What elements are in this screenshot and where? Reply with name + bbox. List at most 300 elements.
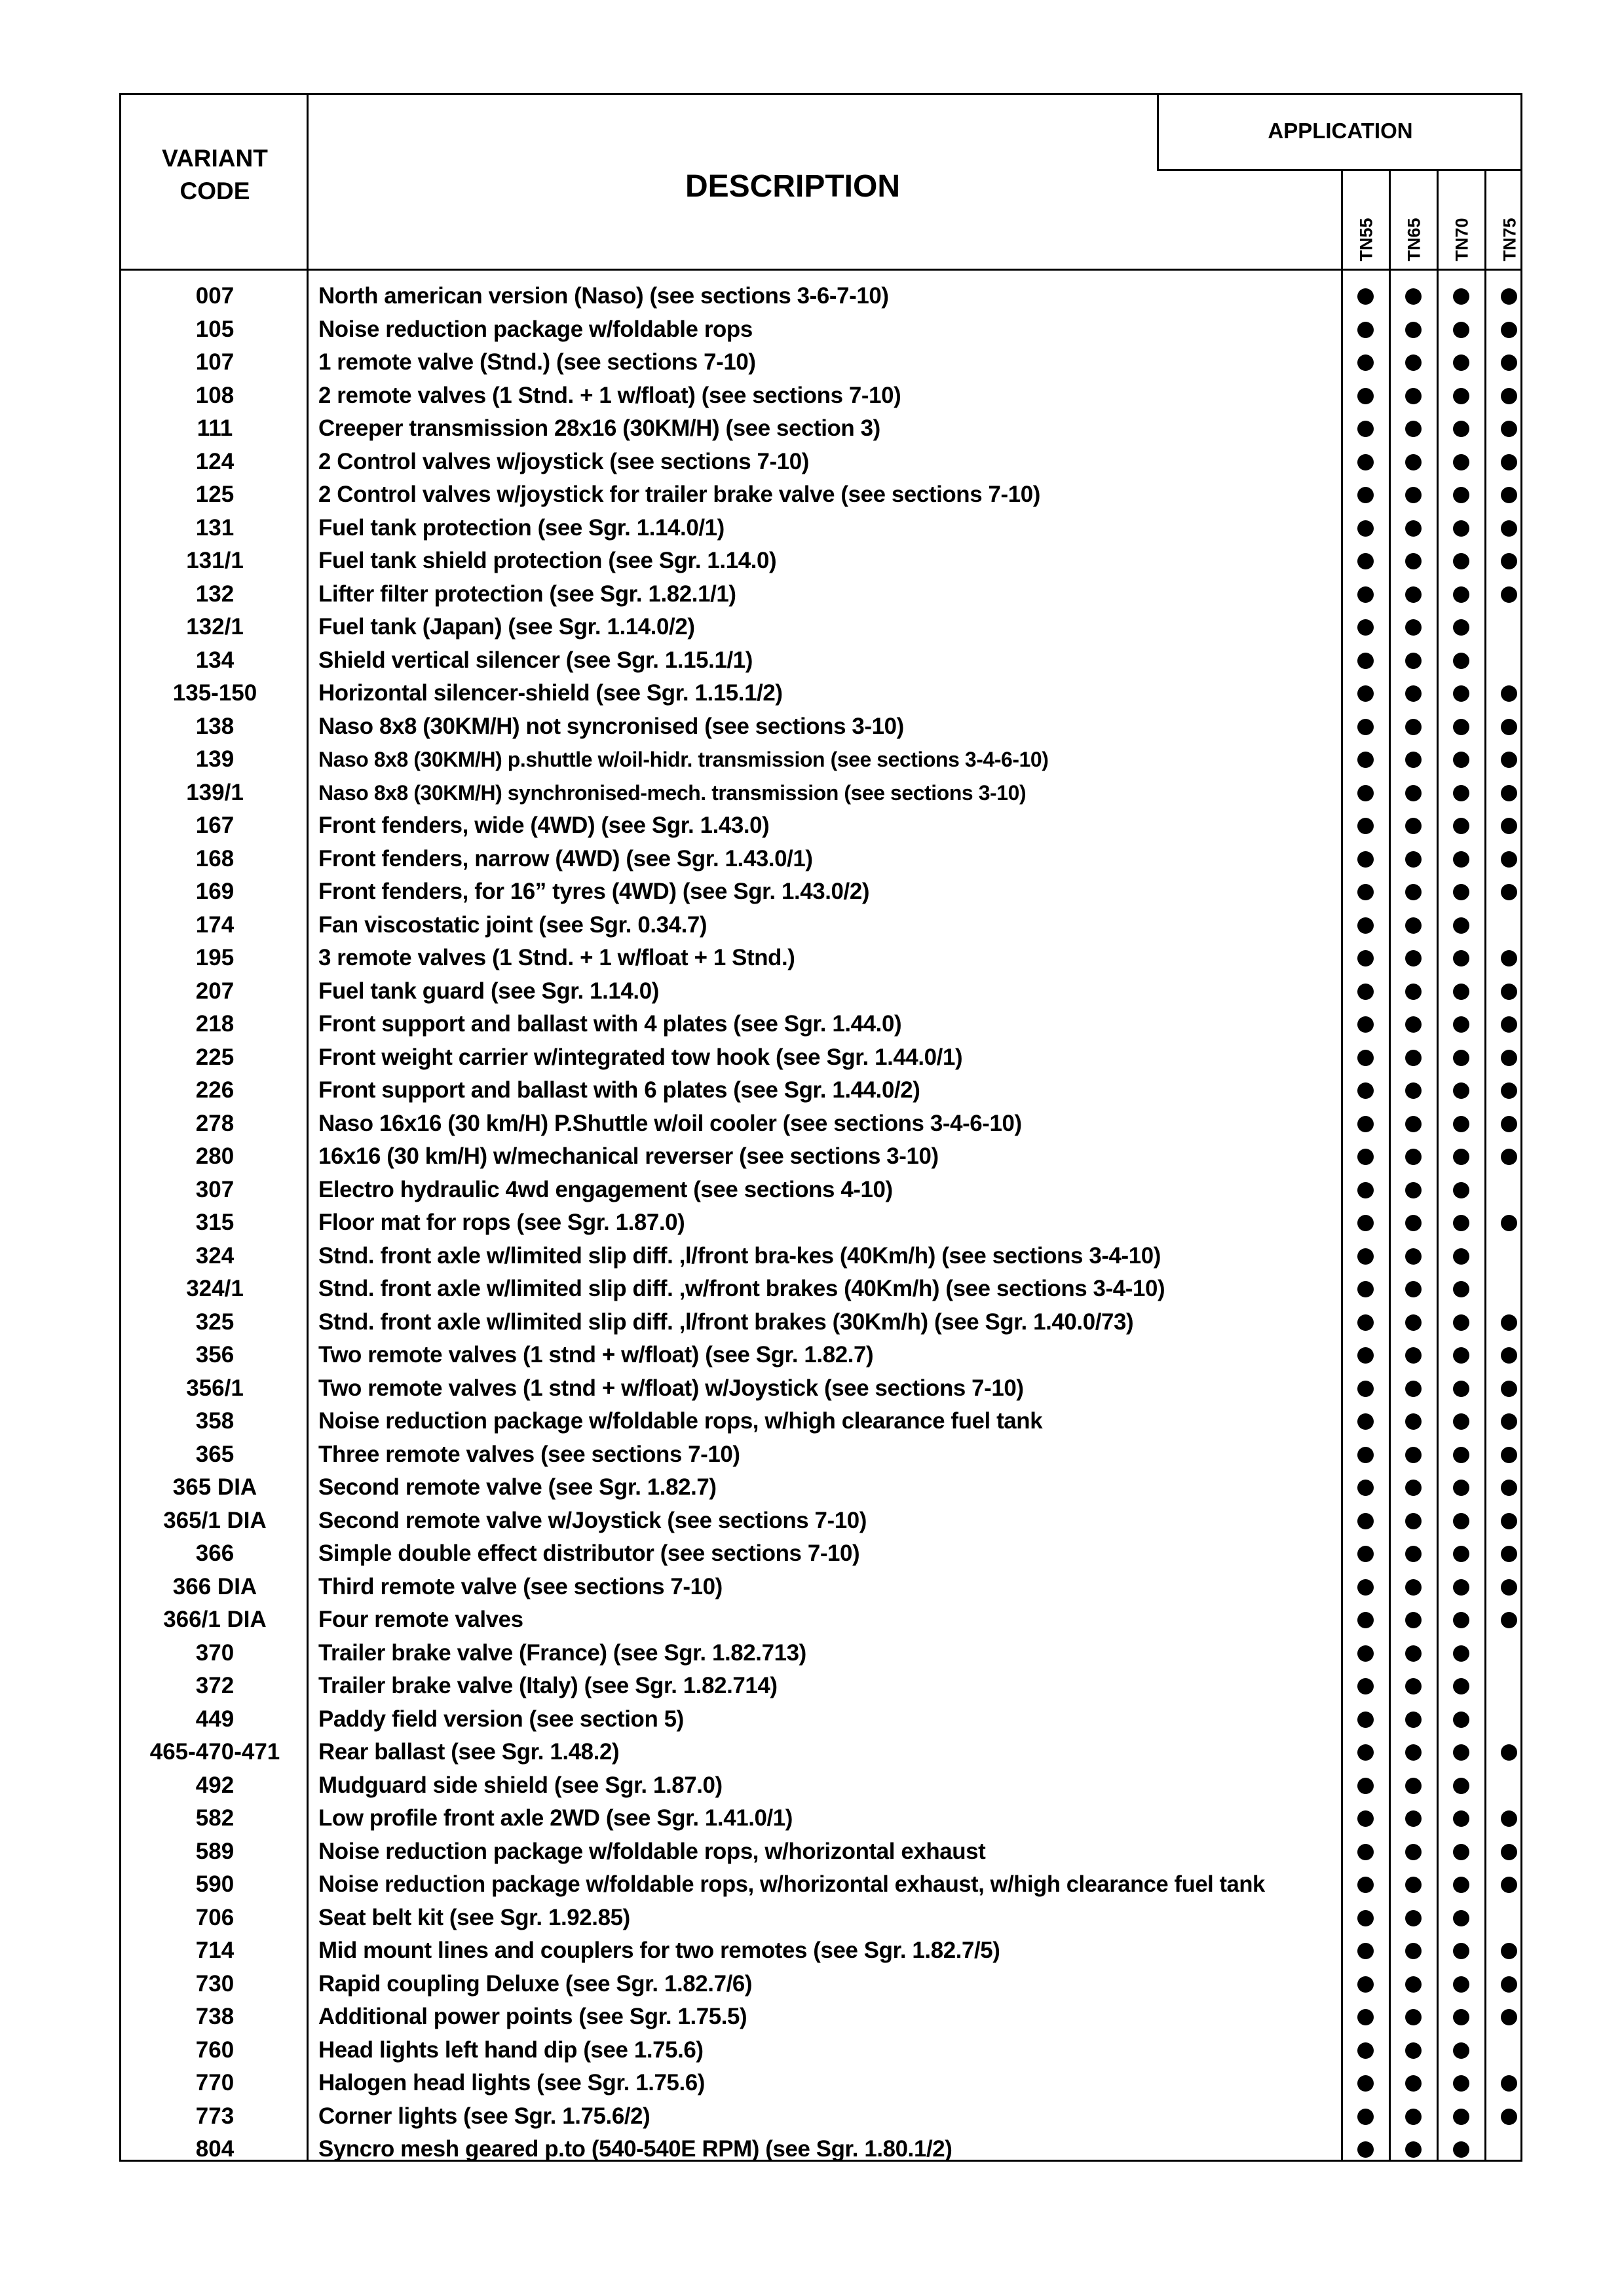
application-dot-tn75 bbox=[1501, 1612, 1517, 1628]
application-dot-tn70 bbox=[1453, 1546, 1469, 1562]
table-row bbox=[121, 1041, 1520, 1075]
application-dot-tn65 bbox=[1405, 1413, 1422, 1430]
application-dot-tn65 bbox=[1405, 851, 1422, 868]
application-dot-tn75 bbox=[1501, 1314, 1517, 1331]
variant-description: Corner lights (see Sgr. 1.75.6/2) bbox=[318, 2103, 651, 2129]
variant-description: Stnd. front axle w/limited slip diff. ,l/front brakes (30Km/h) (see Sgr. 1.40.0/73) bbox=[318, 1309, 1134, 1335]
variant-description: Syncro mesh geared p.to (540-540E RPM) (see Sgr. 1.80.1/2) bbox=[318, 2136, 952, 2162]
application-dot-tn70 bbox=[1453, 2109, 1469, 2125]
description-header: DESCRIPTION bbox=[685, 169, 901, 204]
application-dot-tn55 bbox=[1357, 1248, 1374, 1265]
application-dot-tn70 bbox=[1453, 719, 1469, 735]
variant-code: 773 bbox=[195, 2103, 235, 2129]
variant-description: Mid mount lines and couplers for two remotes (see Sgr. 1.82.7/5) bbox=[318, 1938, 1000, 1963]
variant-description: Fan viscostatic joint (see Sgr. 0.34.7) bbox=[318, 911, 707, 938]
application-dot-tn55 bbox=[1357, 1347, 1374, 1364]
table-row bbox=[121, 1438, 1520, 1472]
model-header-tn75 bbox=[1486, 200, 1534, 278]
variant-description: Mudguard side shield (see Sgr. 1.87.0) bbox=[318, 1772, 723, 1798]
variant-description: Rapid coupling Deluxe (see Sgr. 1.82.7/6) bbox=[318, 1970, 753, 1997]
application-dot-tn65 bbox=[1405, 719, 1422, 735]
application-dot-tn70 bbox=[1453, 950, 1469, 966]
variant-description: Front weight carrier w/integrated tow hook (see Sgr. 1.44.0/1) bbox=[318, 1044, 963, 1070]
variant-code: 195 bbox=[195, 945, 235, 970]
application-dot-tn75 bbox=[1501, 950, 1517, 966]
variant-code: 132 bbox=[195, 581, 235, 607]
table-row bbox=[121, 512, 1520, 545]
table-row bbox=[121, 611, 1520, 644]
application-dot-tn70 bbox=[1453, 586, 1469, 603]
application-dot-tn75 bbox=[1501, 818, 1517, 834]
variant-code-header bbox=[121, 142, 309, 208]
application-dot-tn70 bbox=[1453, 1678, 1469, 1694]
application-dot-tn55 bbox=[1357, 685, 1374, 702]
application-dot-tn75 bbox=[1501, 1513, 1517, 1529]
application-dot-tn75 bbox=[1501, 322, 1517, 338]
table-row bbox=[121, 1603, 1520, 1637]
application-dot-tn65 bbox=[1405, 818, 1422, 834]
variant-code: 124 bbox=[195, 448, 235, 474]
application-dot-tn55 bbox=[1357, 1513, 1374, 1529]
variant-code: 324/1 bbox=[186, 1276, 244, 1301]
application-dot-tn70 bbox=[1453, 1877, 1469, 1893]
variant-code: 134 bbox=[195, 647, 235, 673]
variant-description: Second remote valve w/Joystick (see sections 7-10) bbox=[318, 1507, 867, 1533]
application-dot-tn75 bbox=[1501, 1413, 1517, 1430]
application-dot-tn55 bbox=[1357, 1480, 1374, 1496]
variant-description: Head lights left hand dip (see 1.75.6) bbox=[318, 2037, 704, 2063]
application-dot-tn55 bbox=[1357, 785, 1374, 801]
application-dot-tn65 bbox=[1405, 1314, 1422, 1331]
table-row bbox=[121, 776, 1520, 810]
application-dot-tn75 bbox=[1501, 1116, 1517, 1132]
table-row bbox=[121, 478, 1520, 512]
variant-description: Additional power points (see Sgr. 1.75.5) bbox=[318, 2004, 747, 2029]
application-dot-tn55 bbox=[1357, 984, 1374, 1000]
application-dot-tn70 bbox=[1453, 785, 1469, 801]
application-dot-tn70 bbox=[1453, 1116, 1469, 1132]
application-dot-tn65 bbox=[1405, 1347, 1422, 1364]
application-dot-tn65 bbox=[1405, 1744, 1422, 1761]
application-dot-tn70 bbox=[1453, 487, 1469, 503]
application-dot-tn70 bbox=[1453, 553, 1469, 569]
variant-code: 449 bbox=[195, 1706, 235, 1732]
table-row bbox=[121, 1405, 1520, 1438]
application-dot-tn70 bbox=[1453, 2075, 1469, 2092]
table-row bbox=[121, 545, 1520, 578]
application-dot-tn70 bbox=[1453, 1182, 1469, 1198]
application-dot-tn55 bbox=[1357, 619, 1374, 636]
application-dot-tn55 bbox=[1357, 653, 1374, 669]
application-dot-tn70 bbox=[1453, 520, 1469, 537]
application-dot-tn55 bbox=[1357, 1215, 1374, 1231]
application-dot-tn55 bbox=[1357, 454, 1374, 470]
application-dot-tn70 bbox=[1453, 1248, 1469, 1265]
table-row bbox=[121, 1868, 1520, 1902]
application-dot-tn70 bbox=[1453, 1645, 1469, 1662]
application-dot-tn65 bbox=[1405, 586, 1422, 603]
application-dot-tn75 bbox=[1501, 1050, 1517, 1066]
table-row bbox=[121, 2133, 1520, 2166]
application-dot-tn70 bbox=[1453, 1215, 1469, 1231]
application-header: APPLICATION bbox=[1268, 119, 1413, 143]
application-dot-tn70 bbox=[1453, 1612, 1469, 1628]
variant-description: Noise reduction package w/foldable rops bbox=[318, 316, 753, 342]
variant-code: 370 bbox=[195, 1639, 235, 1666]
table-row bbox=[121, 1174, 1520, 1207]
application-dot-tn70 bbox=[1453, 1381, 1469, 1397]
application-dot-tn55 bbox=[1357, 1182, 1374, 1198]
variant-description: Three remote valves (see sections 7-10) bbox=[318, 1441, 740, 1467]
variant-description: Lifter filter protection (see Sgr. 1.82.1/1) bbox=[318, 581, 736, 607]
variant-description: Simple double effect distributor (see sections 7-10) bbox=[318, 1540, 860, 1566]
variant-code: 007 bbox=[195, 283, 235, 309]
application-dot-tn65 bbox=[1405, 1976, 1422, 1993]
variant-code: 492 bbox=[195, 1772, 235, 1798]
variant-description: Shield vertical silencer (see Sgr. 1.15.1/1) bbox=[318, 647, 753, 673]
table-row bbox=[121, 1902, 1520, 1935]
variant-code: 590 bbox=[195, 1871, 235, 1897]
application-dot-tn70 bbox=[1453, 818, 1469, 834]
application-dot-tn65 bbox=[1405, 1546, 1422, 1562]
table-row bbox=[121, 2034, 1520, 2067]
application-dot-tn55 bbox=[1357, 1844, 1374, 1860]
model-label: TN65 bbox=[1404, 217, 1424, 261]
variant-description: Naso 8x8 (30KM/H) p.shuttle w/oil-hidr. transmission (see sections 3-4-6-10) bbox=[318, 748, 1049, 771]
application-dot-tn55 bbox=[1357, 1082, 1374, 1099]
table-row bbox=[121, 1769, 1520, 1803]
table-row bbox=[121, 379, 1520, 413]
application-dot-tn65 bbox=[1405, 322, 1422, 338]
application-dot-tn75 bbox=[1501, 1215, 1517, 1231]
application-dot-tn70 bbox=[1453, 984, 1469, 1000]
application-dot-tn70 bbox=[1453, 2042, 1469, 2059]
variant-code: 168 bbox=[195, 845, 235, 871]
variant-code: 770 bbox=[195, 2070, 235, 2095]
application-dot-tn75 bbox=[1501, 719, 1517, 735]
application-dot-tn55 bbox=[1357, 2009, 1374, 2025]
table-row bbox=[121, 1140, 1520, 1174]
application-dot-tn65 bbox=[1405, 1712, 1422, 1728]
application-dot-tn75 bbox=[1501, 984, 1517, 1000]
application-dot-tn75 bbox=[1501, 520, 1517, 537]
application-dot-tn70 bbox=[1453, 619, 1469, 636]
variant-description: Halogen head lights (see Sgr. 1.75.6) bbox=[318, 2070, 706, 2095]
variant-code: 804 bbox=[195, 2136, 235, 2162]
application-dot-tn75 bbox=[1501, 487, 1517, 503]
application-dot-tn65 bbox=[1405, 653, 1422, 669]
application-dot-tn75 bbox=[1501, 752, 1517, 768]
variant-code: 714 bbox=[195, 1938, 235, 1963]
variant-code: 111 bbox=[197, 415, 233, 441]
variant-description: Two remote valves (1 stnd + w/float) w/Joystick (see sections 7-10) bbox=[318, 1375, 1024, 1401]
table-row bbox=[121, 843, 1520, 876]
model-header-tn70 bbox=[1439, 200, 1486, 278]
application-dot-tn65 bbox=[1405, 2075, 1422, 2092]
application-dot-tn65 bbox=[1405, 619, 1422, 636]
application-dot-tn75 bbox=[1501, 586, 1517, 603]
model-header-tn65 bbox=[1391, 200, 1438, 278]
application-dot-tn65 bbox=[1405, 421, 1422, 437]
application-dot-tn70 bbox=[1453, 454, 1469, 470]
application-dot-tn65 bbox=[1405, 1844, 1422, 1860]
table-row bbox=[121, 2067, 1520, 2100]
application-dot-tn55 bbox=[1357, 1281, 1374, 1297]
variant-description: Seat belt kit (see Sgr. 1.92.85) bbox=[318, 1904, 630, 1930]
table-row bbox=[121, 1206, 1520, 1240]
application-dot-tn55 bbox=[1357, 752, 1374, 768]
application-dot-tn70 bbox=[1453, 1149, 1469, 1165]
table-row bbox=[121, 1670, 1520, 1703]
application-dot-tn65 bbox=[1405, 1381, 1422, 1397]
variant-description: Noise reduction package w/foldable rops, w/high clearance fuel tank bbox=[318, 1408, 1043, 1434]
application-dot-tn70 bbox=[1453, 685, 1469, 702]
application-dot-tn65 bbox=[1405, 917, 1422, 934]
application-dot-tn75 bbox=[1501, 288, 1517, 305]
variant-code: 307 bbox=[195, 1176, 235, 1202]
variant-code: 365/1 DIA bbox=[163, 1507, 267, 1533]
application-dot-tn55 bbox=[1357, 1314, 1374, 1331]
application-dot-tn55 bbox=[1357, 2109, 1374, 2125]
application-dot-tn70 bbox=[1453, 2141, 1469, 2158]
application-dot-tn75 bbox=[1501, 785, 1517, 801]
table-row bbox=[121, 809, 1520, 843]
variant-description: 2 Control valves w/joystick for trailer brake valve (see sections 7-10) bbox=[318, 482, 1040, 507]
application-dot-tn55 bbox=[1357, 1877, 1374, 1893]
application-dot-tn75 bbox=[1501, 354, 1517, 371]
variant-code: 169 bbox=[195, 879, 235, 904]
application-dot-tn55 bbox=[1357, 322, 1374, 338]
application-dot-tn65 bbox=[1405, 2042, 1422, 2059]
application-dot-tn75 bbox=[1501, 884, 1517, 900]
application-dot-tn55 bbox=[1357, 288, 1374, 305]
application-dot-tn75 bbox=[1501, 2075, 1517, 2092]
table-row bbox=[121, 1008, 1520, 1041]
application-dot-tn75 bbox=[1501, 1976, 1517, 1993]
application-dot-tn55 bbox=[1357, 388, 1374, 404]
application-dot-tn55 bbox=[1357, 950, 1374, 966]
application-dot-tn55 bbox=[1357, 1447, 1374, 1463]
application-dot-tn75 bbox=[1501, 1347, 1517, 1364]
application-dot-tn75 bbox=[1501, 1810, 1517, 1827]
application-dot-tn65 bbox=[1405, 1910, 1422, 1926]
variant-code: 589 bbox=[195, 1838, 235, 1864]
table-row bbox=[121, 975, 1520, 1008]
application-dot-tn70 bbox=[1453, 1810, 1469, 1827]
application-dot-tn75 bbox=[1501, 851, 1517, 868]
application-dot-tn65 bbox=[1405, 454, 1422, 470]
application-dot-tn65 bbox=[1405, 1480, 1422, 1496]
application-dot-tn70 bbox=[1453, 1347, 1469, 1364]
table-row bbox=[121, 2100, 1520, 2133]
application-dot-tn65 bbox=[1405, 1645, 1422, 1662]
application-dot-tn70 bbox=[1453, 1844, 1469, 1860]
variant-table bbox=[119, 93, 1522, 2162]
application-dot-tn75 bbox=[1501, 2109, 1517, 2125]
variant-description: Fuel tank guard (see Sgr. 1.14.0) bbox=[318, 978, 659, 1004]
variant-description: 3 remote valves (1 Stnd. + 1 w/float + 1 Stnd.) bbox=[318, 945, 795, 970]
variant-code: 325 bbox=[195, 1309, 235, 1335]
variant-code: 139 bbox=[195, 746, 235, 772]
variant-description: Noise reduction package w/foldable rops, w/horizontal exhaust, w/high clearance fuel tank bbox=[318, 1871, 1265, 1897]
application-dot-tn65 bbox=[1405, 487, 1422, 503]
application-dot-tn55 bbox=[1357, 1976, 1374, 1993]
application-dot-tn65 bbox=[1405, 2109, 1422, 2125]
application-dot-tn65 bbox=[1405, 354, 1422, 371]
variant-description: Fuel tank (Japan) (see Sgr. 1.14.0/2) bbox=[318, 614, 695, 640]
table-row bbox=[121, 1835, 1520, 1869]
application-dot-tn55 bbox=[1357, 1413, 1374, 1430]
application-dot-tn70 bbox=[1453, 288, 1469, 305]
variant-code: 139/1 bbox=[186, 779, 244, 805]
application-dot-tn65 bbox=[1405, 685, 1422, 702]
variant-description: Creeper transmission 28x16 (30KM/H) (see section 3) bbox=[318, 415, 880, 441]
table-row bbox=[121, 1074, 1520, 1107]
variant-description: Fuel tank shield protection (see Sgr. 1.14.0) bbox=[318, 548, 777, 573]
table-row bbox=[121, 1968, 1520, 2001]
application-dot-tn55 bbox=[1357, 1943, 1374, 1959]
application-dot-tn65 bbox=[1405, 1579, 1422, 1596]
application-dot-tn55 bbox=[1357, 1016, 1374, 1033]
application-dot-tn75 bbox=[1501, 1480, 1517, 1496]
application-dot-tn65 bbox=[1405, 520, 1422, 537]
application-dot-tn55 bbox=[1357, 487, 1374, 503]
table-row bbox=[121, 1736, 1520, 1769]
variant-description: North american version (Naso) (see sections 3-6-7-10) bbox=[318, 283, 889, 309]
application-dot-tn70 bbox=[1453, 1050, 1469, 1066]
variant-code: 366/1 DIA bbox=[163, 1607, 267, 1632]
application-dot-tn65 bbox=[1405, 1116, 1422, 1132]
application-dot-tn70 bbox=[1453, 2009, 1469, 2025]
variant-code: 730 bbox=[195, 1970, 235, 1997]
variant-description: 16x16 (30 km/H) w/mechanical reverser (see sections 3-10) bbox=[318, 1143, 939, 1169]
variant-code: 738 bbox=[195, 2004, 235, 2029]
application-dot-tn65 bbox=[1405, 553, 1422, 569]
application-dot-tn55 bbox=[1357, 2075, 1374, 2092]
variant-description: Paddy field version (see section 5) bbox=[318, 1706, 684, 1732]
application-dot-tn75 bbox=[1501, 1016, 1517, 1033]
application-dot-tn65 bbox=[1405, 1248, 1422, 1265]
variant-description: 2 Control valves w/joystick (see sections 7-10) bbox=[318, 448, 809, 474]
application-dot-tn55 bbox=[1357, 1381, 1374, 1397]
variant-code: 315 bbox=[195, 1210, 235, 1235]
table-row bbox=[121, 942, 1520, 975]
application-dot-tn70 bbox=[1453, 1910, 1469, 1926]
variant-code: 131 bbox=[195, 514, 235, 541]
application-dot-tn55 bbox=[1357, 586, 1374, 603]
application-dot-tn65 bbox=[1405, 1447, 1422, 1463]
table-row bbox=[121, 1537, 1520, 1571]
application-dot-tn75 bbox=[1501, 553, 1517, 569]
table-row bbox=[121, 1802, 1520, 1835]
variant-description: Naso 8x8 (30KM/H) synchronised-mech. transmission (see sections 3-10) bbox=[318, 780, 1027, 805]
variant-description: Front fenders, narrow (4WD) (see Sgr. 1.43.0/1) bbox=[318, 845, 813, 871]
application-dot-tn75 bbox=[1501, 1381, 1517, 1397]
variant-description: Trailer brake valve (Italy) (see Sgr. 1.82.714) bbox=[318, 1673, 778, 1698]
application-dot-tn75 bbox=[1501, 1579, 1517, 1596]
application-dot-tn70 bbox=[1453, 1976, 1469, 1993]
table-row bbox=[121, 2000, 1520, 2034]
application-dot-tn70 bbox=[1453, 752, 1469, 768]
application-dot-tn65 bbox=[1405, 1877, 1422, 1893]
variant-code: 278 bbox=[195, 1110, 235, 1136]
application-dot-tn75 bbox=[1501, 421, 1517, 437]
variant-description: Rear ballast (see Sgr. 1.48.2) bbox=[318, 1739, 620, 1765]
application-dot-tn70 bbox=[1453, 1712, 1469, 1728]
application-dot-tn65 bbox=[1405, 1149, 1422, 1165]
application-dot-tn55 bbox=[1357, 1116, 1374, 1132]
variant-description: Front support and ballast with 6 plates (see Sgr. 1.44.0/2) bbox=[318, 1077, 920, 1103]
table-row bbox=[121, 1703, 1520, 1736]
application-dot-tn65 bbox=[1405, 1678, 1422, 1694]
model-label: TN70 bbox=[1452, 217, 1472, 261]
table-row bbox=[121, 1934, 1520, 1968]
application-dot-tn55 bbox=[1357, 1778, 1374, 1794]
application-dot-tn65 bbox=[1405, 1281, 1422, 1297]
application-dot-tn65 bbox=[1405, 1810, 1422, 1827]
table-row bbox=[121, 710, 1520, 744]
application-dot-tn65 bbox=[1405, 2141, 1422, 2158]
application-dot-tn55 bbox=[1357, 818, 1374, 834]
variant-code: 218 bbox=[195, 1011, 235, 1037]
variant-code: 365 DIA bbox=[172, 1474, 257, 1500]
variant-code: 132/1 bbox=[186, 614, 244, 640]
table-row bbox=[121, 1637, 1520, 1670]
application-dot-tn75 bbox=[1501, 685, 1517, 702]
variant-description: Front support and ballast with 4 plates (see Sgr. 1.44.0) bbox=[318, 1011, 902, 1037]
application-dot-tn65 bbox=[1405, 1082, 1422, 1099]
application-dot-tn55 bbox=[1357, 851, 1374, 868]
application-dot-tn65 bbox=[1405, 1612, 1422, 1628]
variant-description: 1 remote valve (Stnd.) (see sections 7-10) bbox=[318, 349, 756, 375]
application-dot-tn55 bbox=[1357, 917, 1374, 934]
divider-desc-app bbox=[1157, 95, 1159, 170]
variant-code: 131/1 bbox=[186, 548, 244, 573]
application-dot-tn75 bbox=[1501, 1744, 1517, 1761]
application-dot-tn75 bbox=[1501, 1943, 1517, 1959]
variant-description: Stnd. front axle w/limited slip diff. ,l/front bra-kes (40Km/h) (see sections 3-4-10) bbox=[318, 1242, 1161, 1269]
variant-code: 366 DIA bbox=[172, 1573, 257, 1599]
table-row bbox=[121, 677, 1520, 710]
table-row bbox=[121, 1471, 1520, 1504]
variant-description: Naso 8x8 (30KM/H) not syncronised (see sections 3-10) bbox=[318, 713, 904, 739]
application-dot-tn70 bbox=[1453, 1579, 1469, 1596]
application-dot-tn70 bbox=[1453, 1413, 1469, 1430]
variant-code: 107 bbox=[195, 349, 235, 375]
table-row bbox=[121, 875, 1520, 909]
application-dot-tn55 bbox=[1357, 1579, 1374, 1596]
application-dot-tn55 bbox=[1357, 2141, 1374, 2158]
application-dot-tn75 bbox=[1501, 1082, 1517, 1099]
variant-code: 105 bbox=[195, 316, 235, 342]
application-dot-tn70 bbox=[1453, 884, 1469, 900]
table-row bbox=[121, 346, 1520, 379]
application-dot-tn65 bbox=[1405, 1943, 1422, 1959]
application-dot-tn70 bbox=[1453, 1281, 1469, 1297]
application-dot-tn70 bbox=[1453, 1016, 1469, 1033]
variant-description: Trailer brake valve (France) (see Sgr. 1.82.713) bbox=[318, 1639, 806, 1666]
variant-description: Floor mat for rops (see Sgr. 1.87.0) bbox=[318, 1210, 685, 1235]
application-dot-tn70 bbox=[1453, 1480, 1469, 1496]
variant-description: Two remote valves (1 stnd + w/float) (see Sgr. 1.82.7) bbox=[318, 1342, 874, 1368]
table-row bbox=[121, 1339, 1520, 1372]
application-dot-tn70 bbox=[1453, 653, 1469, 669]
application-dot-tn65 bbox=[1405, 288, 1422, 305]
application-dot-tn75 bbox=[1501, 1546, 1517, 1562]
application-dot-tn55 bbox=[1357, 520, 1374, 537]
application-dot-tn55 bbox=[1357, 884, 1374, 900]
application-dot-tn55 bbox=[1357, 1712, 1374, 1728]
